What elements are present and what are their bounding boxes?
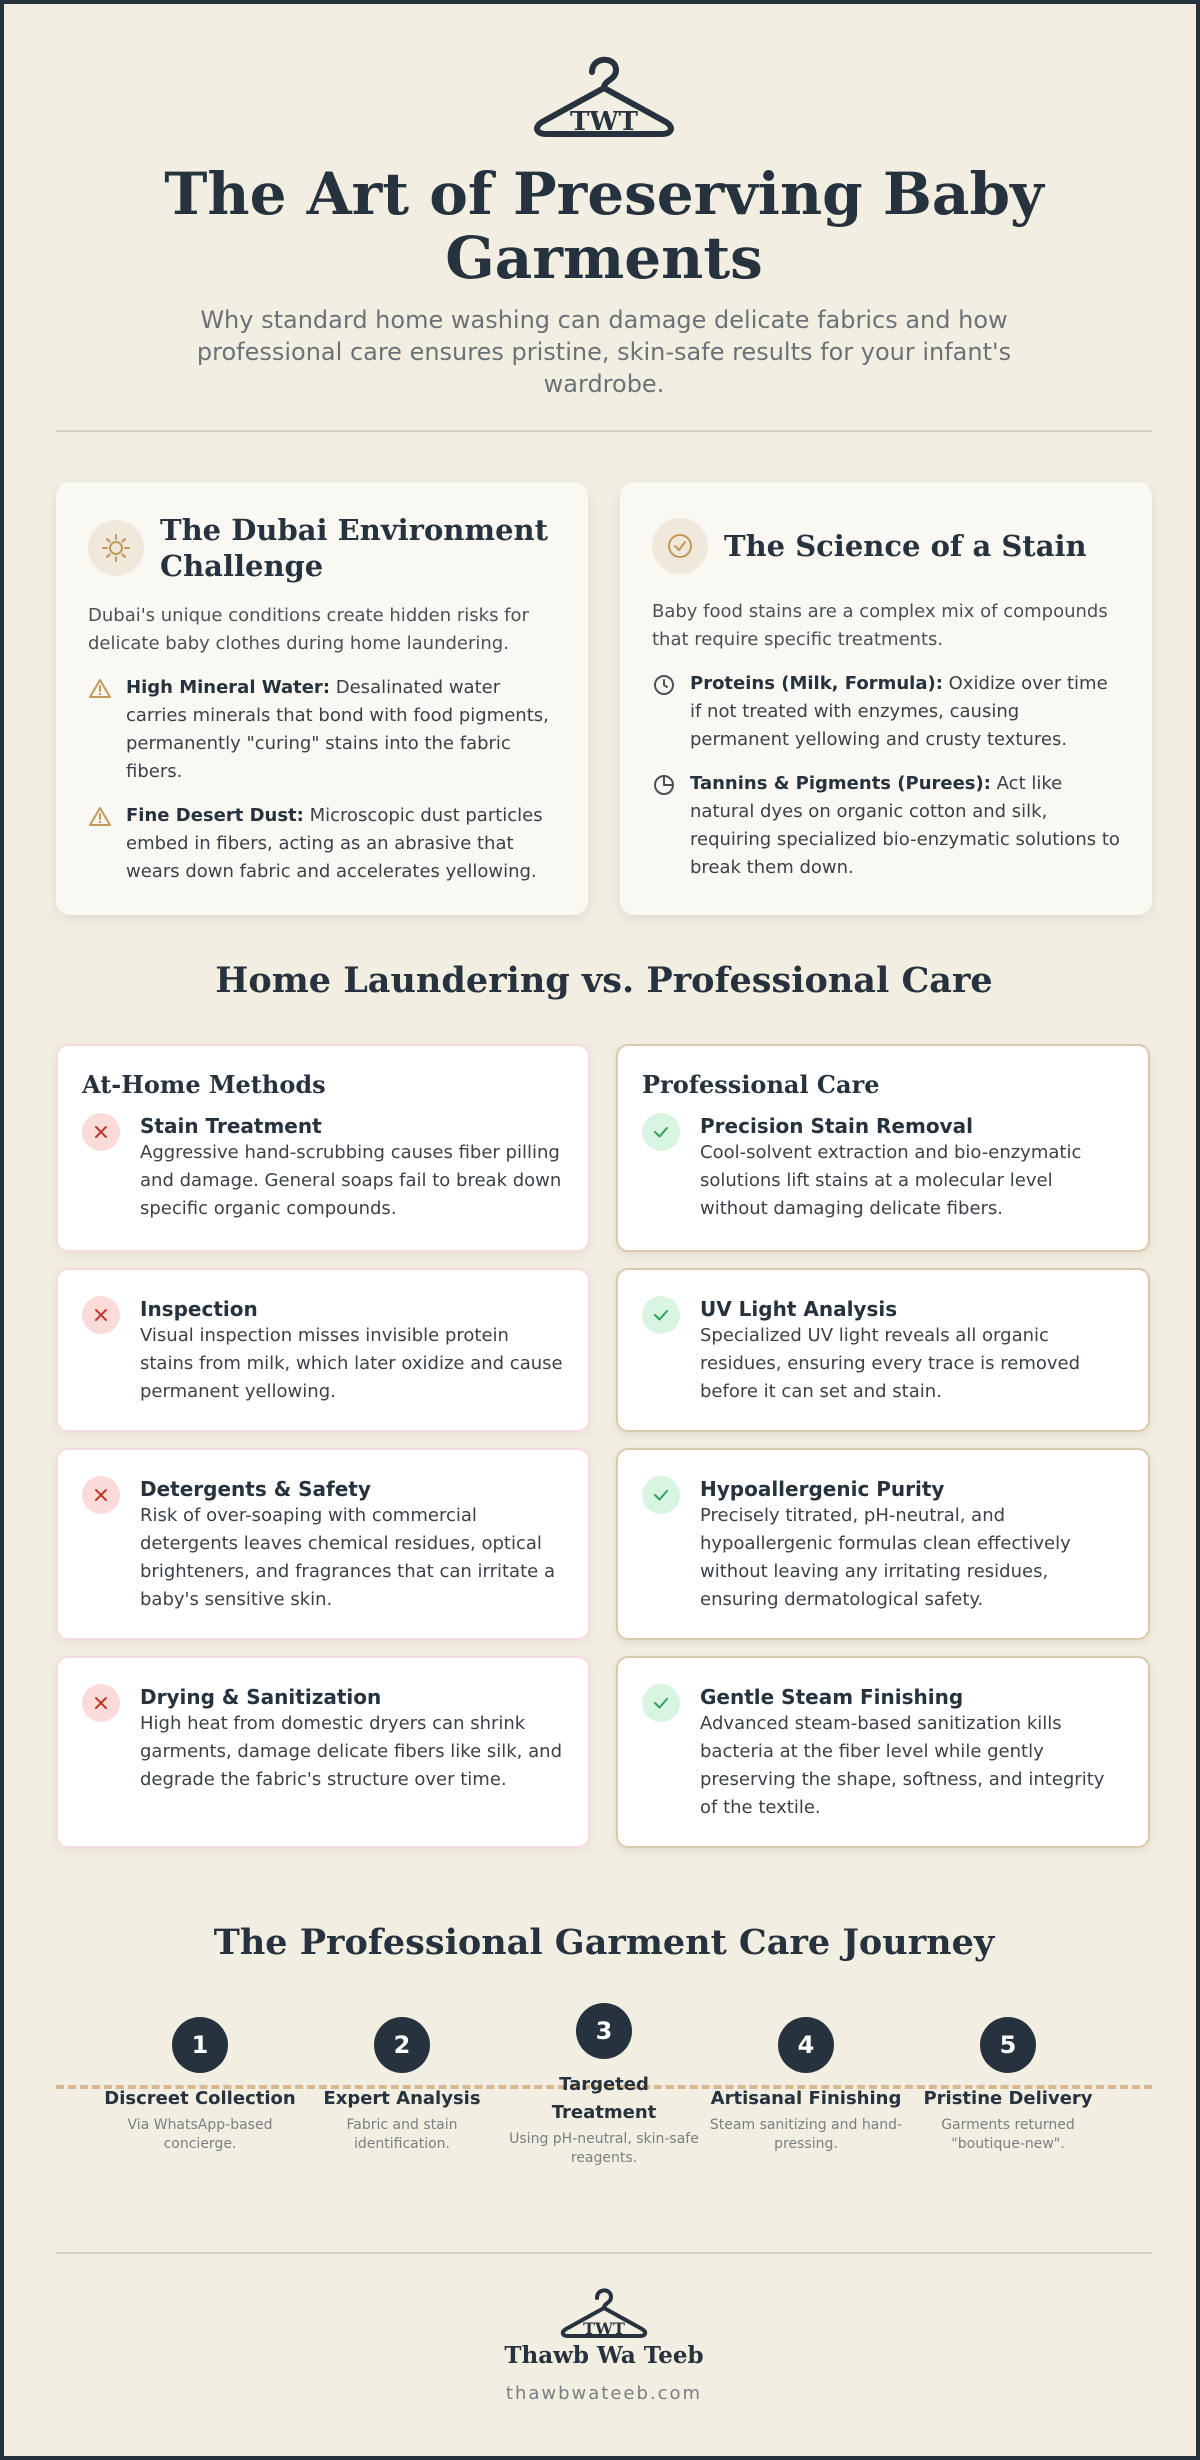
risk-point [88, 674, 556, 786]
method-name: Drying & Sanitization [140, 1685, 382, 1709]
footer-brand: Thawb Wa Teeb [504, 2342, 704, 2369]
logo-text: TWT [570, 107, 638, 137]
method-name: Precision Stain Removal [700, 1114, 973, 1138]
method-desc: Aggressive hand-scrubbing causes fiber pilling and damage. General soaps fail to break down specific organic compounds. [140, 1142, 562, 1219]
hanger-logo-icon [560, 2284, 648, 2340]
sun-icon [88, 520, 144, 576]
comparison-title: Home Laundering vs. Professional Care [215, 960, 993, 1001]
method-desc: Advanced steam-based sanitization kills bacteria at the fiber level while gently preserving the shape, softness, and integrity of the textile. [700, 1713, 1105, 1818]
card-intro: Dubai's unique conditions create hidden risks for delicate baby clothes during home laundering. [88, 605, 529, 654]
step-number: 3 [576, 2003, 632, 2059]
dubai-environment-card [56, 482, 588, 915]
journey-step [100, 2017, 300, 2154]
step-name: Targeted Treatment [551, 2074, 657, 2123]
method-desc: Risk of over-soaping with commercial detergents leaves chemical residues, optical brighteners, and fragrances that can irritate a baby's sensitive skin. [140, 1505, 555, 1610]
check-circle-icon [652, 518, 708, 574]
journey-step [302, 2017, 502, 2154]
card-title: The Science of a Stain [724, 529, 1087, 563]
home-method-card [56, 1268, 590, 1432]
logo-text: TWT [583, 2319, 625, 2338]
footer-divider [56, 2252, 1152, 2254]
method-name: Inspection [140, 1297, 258, 1321]
card-title: The Dubai Environment Challenge [160, 513, 549, 583]
x-icon [82, 1476, 120, 1514]
stain-science-card [620, 482, 1152, 915]
pro-method-card [616, 1448, 1150, 1640]
warning-icon [88, 805, 112, 829]
clock-icon [652, 673, 676, 697]
step-desc: Fabric and stain identification. [346, 2117, 458, 2152]
journey-step [504, 2003, 704, 2168]
method-name: Stain Treatment [140, 1114, 322, 1138]
method-name: Detergents & Safety [140, 1477, 371, 1501]
point-label: Fine Desert Dust: [126, 805, 304, 826]
step-desc: Garments returned "boutique-new". [941, 2117, 1075, 2152]
step-number: 2 [374, 2017, 430, 2073]
check-icon [642, 1296, 680, 1334]
pro-column-title: Professional Care [642, 1070, 880, 1099]
home-method-card [56, 1448, 590, 1640]
point-label: Tannins & Pigments (Purees): [690, 773, 991, 794]
point-text: Oxidize over time if not treated with enzymes, causing permanent yellowing and crusty textures. [690, 673, 1108, 750]
step-number: 5 [980, 2017, 1036, 2073]
card-intro: Baby food stains are a complex mix of compounds that require specific treatments. [652, 601, 1108, 650]
risk-point [88, 802, 556, 886]
x-icon [82, 1296, 120, 1334]
point-text: Microscopic dust particles embed in fibers, acting as an abrasive that wears down fabric and accelerates yellowing. [126, 805, 543, 882]
step-desc: Steam sanitizing and hand-pressing. [709, 2117, 903, 2152]
stain-point [652, 670, 1120, 754]
pro-method-card [616, 1268, 1150, 1432]
page-title: The Art of Preserving Baby Garments [164, 160, 1044, 292]
x-icon [82, 1684, 120, 1722]
method-desc: Precisely titrated, pH-neutral, and hypoallergenic formulas clean effectively without leaving any irritating residues, ensuring dermatological safety. [700, 1505, 1071, 1610]
journey-step [908, 2017, 1108, 2154]
method-desc: Specialized UV light reveals all organic residues, ensuring every trace is removed before it can set and stain. [700, 1325, 1081, 1402]
home-column-title: At-Home Methods [82, 1070, 326, 1099]
home-method-card [56, 1044, 590, 1252]
step-name: Discreet Collection [104, 2088, 296, 2109]
home-method-card [56, 1656, 590, 1848]
journey-title: The Professional Garment Care Journey [213, 1922, 995, 1963]
step-name: Expert Analysis [323, 2088, 481, 2109]
method-name: Hypoallergenic Purity [700, 1477, 945, 1501]
check-icon [642, 1684, 680, 1722]
check-icon [642, 1113, 680, 1151]
method-name: UV Light Analysis [700, 1297, 898, 1321]
step-number: 4 [778, 2017, 834, 2073]
point-label: Proteins (Milk, Formula): [690, 673, 943, 694]
journey-step [706, 2017, 906, 2154]
stain-point [652, 770, 1120, 882]
point-text: Desalinated water carries minerals that bond with food pigments, permanently "curing" stains into the fabric fibers. [126, 677, 549, 782]
step-desc: Via WhatsApp-based concierge. [127, 2117, 273, 2152]
warning-icon [88, 677, 112, 701]
page-subtitle: Why standard home washing can damage delicate fabrics and how professional care ensures pristine, skin-safe results for your infant's wardrobe. [196, 306, 1012, 398]
pie-chart-icon [652, 773, 676, 797]
point-label: High Mineral Water: [126, 677, 331, 698]
check-icon [642, 1476, 680, 1514]
method-desc: Cool-solvent extraction and bio-enzymatic solutions lift stains at a molecular level without damaging delicate fibers. [700, 1142, 1082, 1219]
footer-url[interactable]: thawbwateeb.com [505, 2383, 703, 2404]
method-desc: Visual inspection misses invisible protein stains from milk, which later oxidize and cause permanent yellowing. [140, 1325, 563, 1402]
step-number: 1 [172, 2017, 228, 2073]
step-name: Artisanal Finishing [710, 2088, 902, 2109]
pro-method-card [616, 1044, 1150, 1252]
method-desc: High heat from domestic dryers can shrink garments, damage delicate fibers like silk, and degrade the fabric's structure over time. [140, 1713, 562, 1790]
step-desc: Using pH-neutral, skin-safe reagents. [509, 2131, 699, 2166]
hanger-logo-icon [532, 50, 676, 140]
header-divider [56, 430, 1152, 432]
pro-method-card [616, 1656, 1150, 1848]
x-icon [82, 1113, 120, 1151]
method-name: Gentle Steam Finishing [700, 1685, 964, 1709]
step-name: Pristine Delivery [923, 2088, 1093, 2109]
point-text: Act like natural dyes on organic cotton and silk, requiring specialized bio-enzymatic solutions to break them down. [690, 773, 1120, 878]
